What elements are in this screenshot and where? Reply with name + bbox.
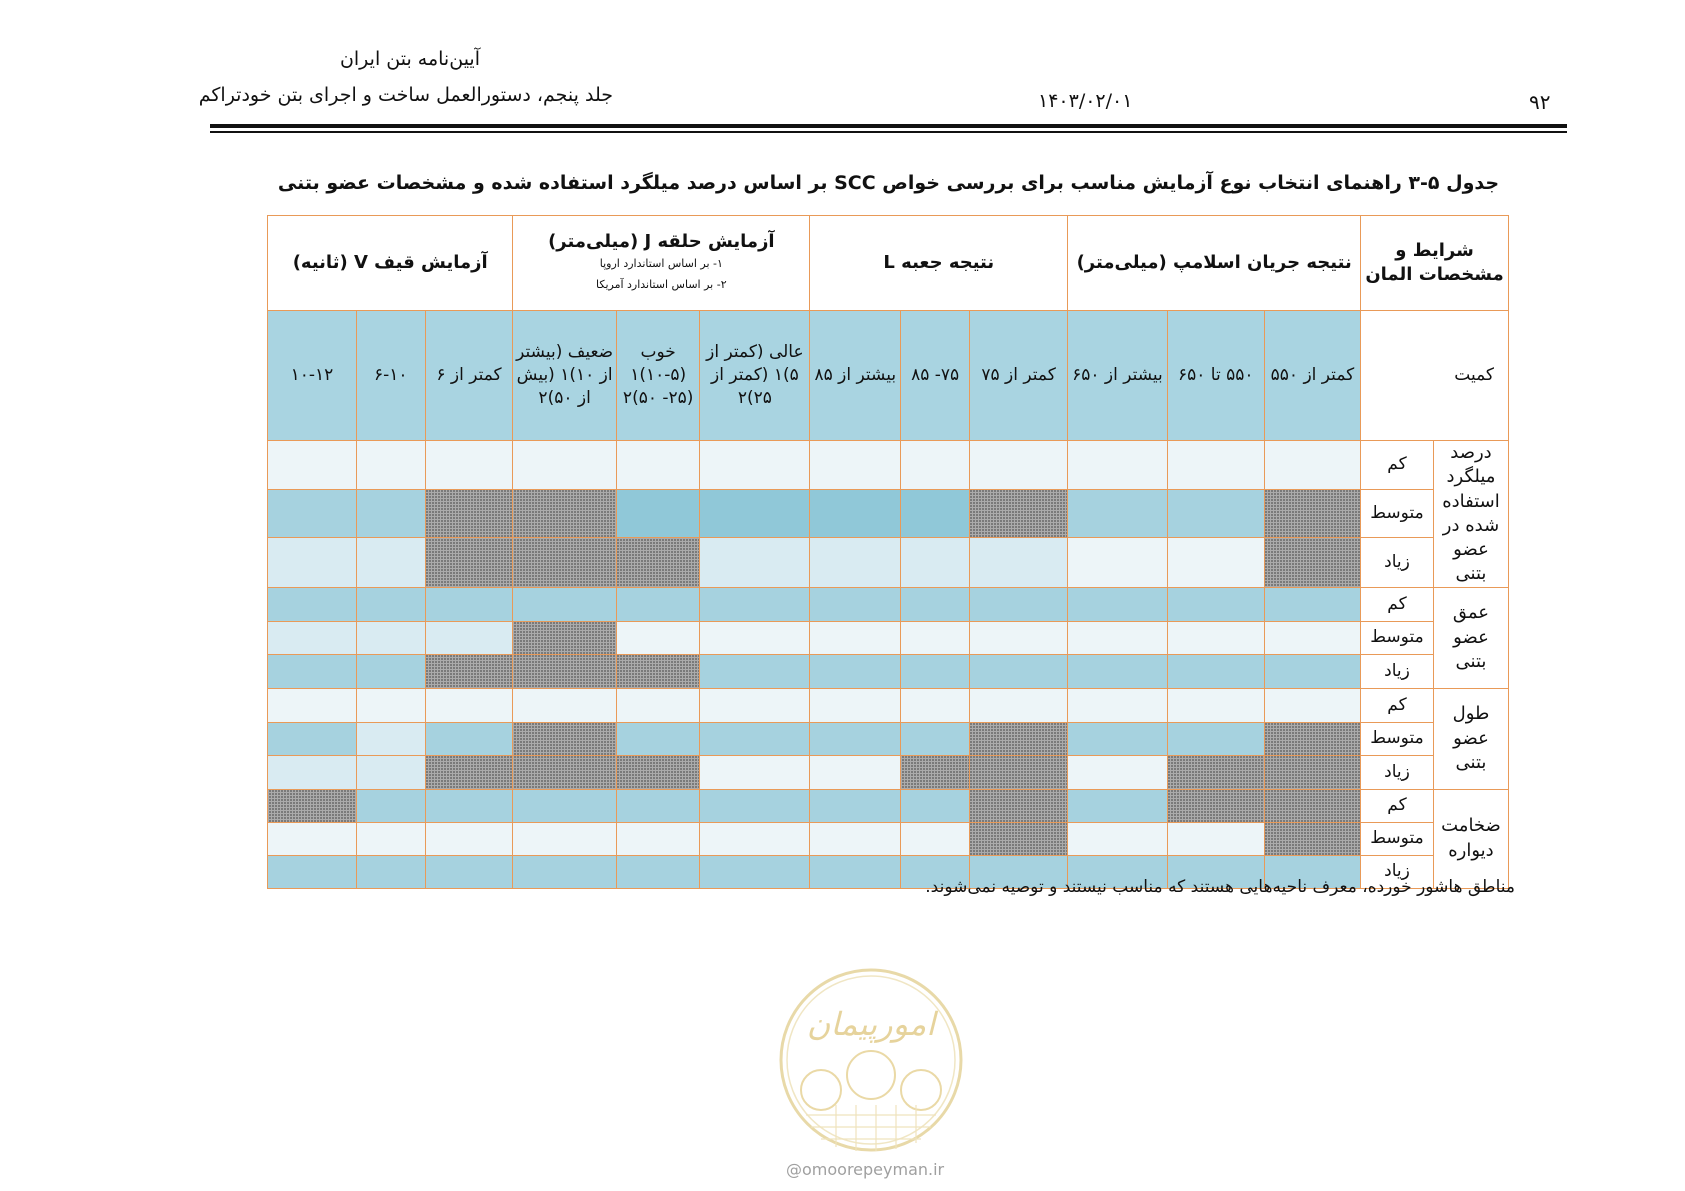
value-cell	[268, 654, 357, 688]
value-cell	[700, 654, 810, 688]
watermark-site: @omoorepeyman.ir	[786, 1160, 945, 1179]
hatched-cell	[969, 489, 1067, 538]
hatched-cell	[513, 621, 617, 654]
value-cell	[700, 822, 810, 855]
value-cell	[1167, 688, 1264, 722]
j-ring-note-europe: ۱- بر اساس استاندارد اروپا	[599, 257, 723, 271]
value-cell	[616, 822, 700, 855]
value-cell	[268, 621, 357, 654]
value-cell	[425, 621, 513, 654]
value-cell	[1167, 722, 1264, 755]
value-cell	[700, 755, 810, 789]
row-level-label: کم	[1361, 587, 1434, 621]
quantity-label-text: کمیت	[1454, 365, 1494, 386]
value-cell	[1167, 489, 1264, 538]
value-cell	[513, 441, 617, 490]
subheader-lbox-1: کمتر از ۷۵	[969, 311, 1067, 441]
value-cell	[969, 688, 1067, 722]
row-group-label: طول عضو بتنی	[1433, 688, 1508, 789]
hatched-cell	[513, 654, 617, 688]
value-cell	[1068, 654, 1167, 688]
hatched-cell	[616, 538, 700, 588]
hatched-cell	[1264, 789, 1360, 822]
header-l-box: نتیجه جعبه L	[810, 216, 1068, 311]
subheader-slump-1: کمتر از ۵۵۰	[1264, 311, 1360, 441]
value-cell	[1264, 587, 1360, 621]
value-cell	[356, 822, 425, 855]
subheader-vf-2: ۶-۱۰	[356, 311, 425, 441]
hatched-cell	[1264, 722, 1360, 755]
value-cell	[425, 587, 513, 621]
value-cell	[1068, 621, 1167, 654]
value-cell	[513, 587, 617, 621]
hatched-cell	[1264, 538, 1360, 588]
row-level-label: کم	[1361, 789, 1434, 822]
subheader-jring-3: ضعیف (بیشتر از ۱۰)۱ (بیش از ۵۰)۲	[513, 311, 617, 441]
value-cell	[356, 654, 425, 688]
hatched-cell	[425, 755, 513, 789]
value-cell	[356, 755, 425, 789]
hatched-cell	[268, 789, 357, 822]
value-cell	[901, 621, 970, 654]
value-cell	[1264, 688, 1360, 722]
value-cell	[513, 789, 617, 822]
value-cell	[810, 789, 901, 822]
row-level-label: کم	[1361, 688, 1434, 722]
value-cell	[356, 789, 425, 822]
hatched-cell	[616, 654, 700, 688]
hatched-cell	[901, 755, 970, 789]
value-cell	[268, 441, 357, 490]
value-cell	[425, 441, 513, 490]
table-caption: جدول ۵-۳ راهنمای انتخاب نوع آزمایش مناسب برای بررسی خواص SCC بر اساس درصد میلگرد استفاده شده و مشخصات عضو بتنی	[277, 172, 1500, 194]
row-level-label: زیاد	[1361, 538, 1434, 588]
table-row	[268, 621, 1509, 654]
value-cell	[700, 489, 810, 538]
value-cell	[901, 654, 970, 688]
hatched-cell	[969, 789, 1067, 822]
value-cell	[1167, 822, 1264, 855]
value-cell	[969, 621, 1067, 654]
value-cell	[616, 688, 700, 722]
header-slump-flow: نتیجه جریان اسلامپ (میلی‌متر)	[1068, 216, 1361, 311]
table-row	[268, 688, 1509, 722]
header-rule-thin	[210, 131, 1567, 133]
value-cell	[268, 755, 357, 789]
subheader-jring-2: خوب (۵-۱۰)۱ (۲۵- ۵۰)۲	[616, 311, 700, 441]
value-cell	[700, 688, 810, 722]
page-number: ۹۲	[1529, 90, 1551, 114]
value-cell	[356, 538, 425, 588]
value-cell	[700, 621, 810, 654]
value-cell	[425, 822, 513, 855]
value-cell	[969, 654, 1067, 688]
row-level-label: کم	[1361, 441, 1434, 490]
hatched-cell	[1264, 489, 1360, 538]
value-cell	[700, 855, 810, 888]
value-cell	[1068, 489, 1167, 538]
header-v-funnel: آزمایش قیف V (ثانیه)	[268, 216, 513, 311]
hatched-cell	[969, 822, 1067, 855]
value-cell	[1167, 654, 1264, 688]
row-level-label: متوسط	[1361, 489, 1434, 538]
hatched-cell	[1167, 789, 1264, 822]
value-cell	[901, 822, 970, 855]
value-cell	[901, 489, 970, 538]
value-cell	[1068, 789, 1167, 822]
hatched-cell	[513, 722, 617, 755]
value-cell	[901, 722, 970, 755]
j-ring-note-america: ۲- بر اساس استاندارد آمریکا	[596, 278, 727, 292]
value-cell	[1264, 621, 1360, 654]
j-ring-title: آزمایش حلقه J (میلی‌متر)	[548, 230, 775, 252]
row-level-label: زیاد	[1361, 755, 1434, 789]
value-cell	[901, 789, 970, 822]
omoorepeyman-logo	[776, 965, 966, 1155]
value-cell	[425, 789, 513, 822]
value-cell	[700, 587, 810, 621]
table-row	[268, 789, 1509, 822]
hatched-cell	[1167, 755, 1264, 789]
hatched-cell	[1264, 822, 1360, 855]
row-level-label: متوسط	[1361, 722, 1434, 755]
value-cell	[616, 789, 700, 822]
value-cell	[1068, 587, 1167, 621]
value-cell	[616, 621, 700, 654]
value-cell	[969, 587, 1067, 621]
row-level-label: متوسط	[1361, 822, 1434, 855]
value-cell	[700, 722, 810, 755]
value-cell	[969, 441, 1067, 490]
value-cell	[425, 722, 513, 755]
header-subtitle: جلد پنجم، دستورالعمل ساخت و اجرای بتن خودتراکم	[198, 84, 613, 106]
row-group-label: درصد میلگرد استفاده شده در عضو بتنی	[1433, 441, 1508, 588]
hatched-cell	[969, 722, 1067, 755]
footnote: مناطق هاشور خورده، معرف ناحیه‌هایی هستند که مناسب نیستند و توصیه نمی‌شوند.	[925, 877, 1515, 897]
subheader-jring-1: عالی (کمتر از ۵)۱ (کمتر از ۲۵)۲	[700, 311, 810, 441]
value-cell	[1068, 755, 1167, 789]
table-row	[268, 722, 1509, 755]
value-cell	[1068, 538, 1167, 588]
value-cell	[810, 855, 901, 888]
value-cell	[810, 722, 901, 755]
value-cell	[616, 489, 700, 538]
row-level-label: متوسط	[1361, 621, 1434, 654]
value-cell	[268, 688, 357, 722]
header-rule-thick	[210, 124, 1567, 128]
value-cell	[1167, 587, 1264, 621]
value-cell	[356, 441, 425, 490]
row-group-label: عمق عضو بتنی	[1433, 587, 1508, 688]
quantity-label	[1361, 311, 1509, 441]
hatched-cell	[513, 489, 617, 538]
table-row	[268, 538, 1509, 588]
header-j-ring	[513, 216, 810, 311]
value-cell	[1068, 722, 1167, 755]
value-cell	[268, 722, 357, 755]
value-cell	[969, 538, 1067, 588]
row-level-label: زیاد	[1361, 654, 1434, 688]
header-conditions: شرایط و مشخصات المان	[1361, 216, 1509, 311]
subheader-vf-1: کمتر از ۶	[425, 311, 513, 441]
value-cell	[901, 441, 970, 490]
value-cell	[810, 441, 901, 490]
subheader-slump-2: ۵۵۰ تا ۶۵۰	[1167, 311, 1264, 441]
table-row	[268, 441, 1509, 490]
value-cell	[1167, 441, 1264, 490]
hatched-cell	[425, 538, 513, 588]
value-cell	[810, 538, 901, 588]
test-selection-table	[267, 215, 1509, 889]
value-cell	[700, 789, 810, 822]
value-cell	[268, 538, 357, 588]
value-cell	[810, 755, 901, 789]
value-cell	[1068, 822, 1167, 855]
value-cell	[810, 654, 901, 688]
value-cell	[810, 587, 901, 621]
value-cell	[356, 621, 425, 654]
table-row	[268, 587, 1509, 621]
hatched-cell	[513, 755, 617, 789]
value-cell	[356, 489, 425, 538]
logo-text: امورپیمان	[806, 1005, 936, 1043]
value-cell	[810, 489, 901, 538]
subheader-lbox-2: ۷۵- ۸۵	[901, 311, 970, 441]
value-cell	[268, 587, 357, 621]
header-title: آیین‌نامه بتن ایران	[339, 48, 480, 70]
subheader-vf-3: ۱۰-۱۲	[268, 311, 357, 441]
value-cell	[513, 688, 617, 722]
table-row	[268, 489, 1509, 538]
value-cell	[1167, 621, 1264, 654]
value-cell	[1068, 441, 1167, 490]
value-cell	[616, 441, 700, 490]
value-cell	[1264, 654, 1360, 688]
row-level-label: زیاد	[1361, 855, 1434, 888]
value-cell	[616, 855, 700, 888]
value-cell	[356, 587, 425, 621]
value-cell	[1068, 688, 1167, 722]
value-cell	[810, 688, 901, 722]
value-cell	[425, 855, 513, 888]
value-cell	[268, 822, 357, 855]
value-cell	[901, 538, 970, 588]
hatched-cell	[513, 538, 617, 588]
table-row	[268, 654, 1509, 688]
header-date: ۱۴۰۳/۰۲/۰۱	[1038, 90, 1133, 112]
value-cell	[513, 822, 617, 855]
table-row	[268, 822, 1509, 855]
hatched-cell	[425, 489, 513, 538]
subheader-lbox-3: بیشتر از ۸۵	[810, 311, 901, 441]
value-cell	[700, 538, 810, 588]
value-cell	[268, 489, 357, 538]
value-cell	[513, 855, 617, 888]
value-cell	[901, 688, 970, 722]
value-cell	[810, 621, 901, 654]
value-cell	[425, 688, 513, 722]
value-cell	[700, 441, 810, 490]
hatched-cell	[969, 755, 1067, 789]
hatched-cell	[1264, 755, 1360, 789]
value-cell	[1264, 441, 1360, 490]
value-cell	[616, 587, 700, 621]
value-cell	[1167, 538, 1264, 588]
value-cell	[268, 855, 357, 888]
value-cell	[356, 855, 425, 888]
value-cell	[901, 587, 970, 621]
subheader-slump-3: بیشتر از ۶۵۰	[1068, 311, 1167, 441]
value-cell	[356, 688, 425, 722]
value-cell	[616, 722, 700, 755]
table-row	[268, 755, 1509, 789]
hatched-cell	[616, 755, 700, 789]
value-cell	[356, 722, 425, 755]
hatched-cell	[425, 654, 513, 688]
row-group-label: ضخامت دیواره	[1433, 789, 1508, 888]
value-cell	[810, 822, 901, 855]
